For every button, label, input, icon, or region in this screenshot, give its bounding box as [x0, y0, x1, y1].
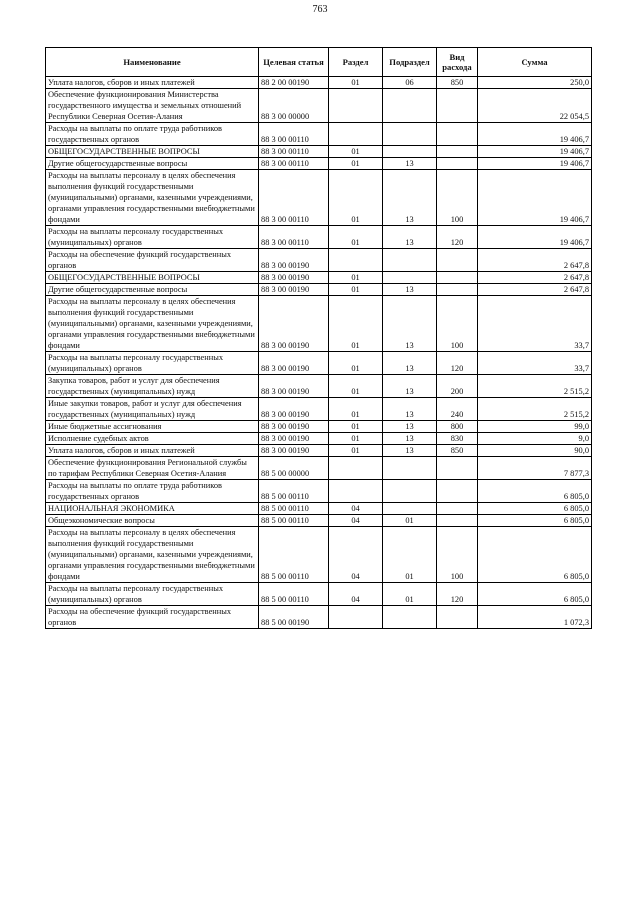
cell-subsection: 01 — [383, 583, 437, 606]
cell-article: 88 5 00 00110 — [259, 503, 329, 515]
cell-name: Уплата налогов, сборов и иных платежей — [46, 445, 259, 457]
cell-section: 01 — [329, 170, 383, 226]
cell-article: 88 5 00 00110 — [259, 583, 329, 606]
cell-subsection — [383, 457, 437, 480]
cell-name: Расходы на выплаты персоналу в целях обеспечения выполнения функций государственными (муниципальными) органами, казенными учреждениями, органами управления государственными внебюджетными фондами — [46, 170, 259, 226]
header-name: Наименование — [46, 48, 259, 77]
cell-name: Закупка товаров, работ и услуг для обеспечения государственных (муниципальных) нужд — [46, 375, 259, 398]
cell-sum: 6 805,0 — [478, 515, 592, 527]
cell-kind: 100 — [437, 527, 478, 583]
cell-sum: 6 805,0 — [478, 527, 592, 583]
cell-subsection: 01 — [383, 515, 437, 527]
cell-sum: 6 805,0 — [478, 480, 592, 503]
header-section: Раздел — [329, 48, 383, 77]
cell-kind: 120 — [437, 352, 478, 375]
cell-section — [329, 89, 383, 123]
cell-section — [329, 480, 383, 503]
cell-subsection: 01 — [383, 527, 437, 583]
cell-article: 88 3 00 00000 — [259, 89, 329, 123]
cell-subsection: 13 — [383, 398, 437, 421]
cell-section — [329, 457, 383, 480]
cell-subsection — [383, 480, 437, 503]
cell-article: 88 3 00 00110 — [259, 226, 329, 249]
table-row — [46, 457, 592, 480]
table-row — [46, 146, 592, 158]
cell-subsection: 13 — [383, 352, 437, 375]
cell-section: 01 — [329, 146, 383, 158]
cell-section: 01 — [329, 352, 383, 375]
cell-sum: 19 406,7 — [478, 158, 592, 170]
cell-section: 01 — [329, 77, 383, 89]
cell-subsection: 13 — [383, 375, 437, 398]
cell-kind: 200 — [437, 375, 478, 398]
cell-sum: 33,7 — [478, 296, 592, 352]
table-row — [46, 480, 592, 503]
cell-name: НАЦИОНАЛЬНАЯ ЭКОНОМИКА — [46, 503, 259, 515]
cell-section: 04 — [329, 583, 383, 606]
cell-sum: 19 406,7 — [478, 226, 592, 249]
cell-section: 01 — [329, 398, 383, 421]
cell-sum: 1 072,3 — [478, 606, 592, 629]
cell-section: 01 — [329, 272, 383, 284]
cell-name: ОБЩЕГОСУДАРСТВЕННЫЕ ВОПРОСЫ — [46, 272, 259, 284]
cell-section: 01 — [329, 284, 383, 296]
table-row — [46, 515, 592, 527]
cell-kind: 850 — [437, 445, 478, 457]
cell-subsection — [383, 123, 437, 146]
cell-sum: 6 805,0 — [478, 503, 592, 515]
cell-kind — [437, 606, 478, 629]
cell-section: 04 — [329, 515, 383, 527]
cell-name: ОБЩЕГОСУДАРСТВЕННЫЕ ВОПРОСЫ — [46, 146, 259, 158]
cell-kind — [437, 249, 478, 272]
cell-sum: 2 647,8 — [478, 284, 592, 296]
cell-subsection: 13 — [383, 226, 437, 249]
cell-sum: 19 406,7 — [478, 146, 592, 158]
cell-kind — [437, 503, 478, 515]
cell-section — [329, 606, 383, 629]
table-row — [46, 77, 592, 89]
table-row — [46, 606, 592, 629]
cell-kind: 240 — [437, 398, 478, 421]
cell-sum: 250,0 — [478, 77, 592, 89]
cell-article: 88 3 00 00190 — [259, 433, 329, 445]
cell-article: 88 3 00 00110 — [259, 170, 329, 226]
cell-section — [329, 249, 383, 272]
table-row — [46, 226, 592, 249]
cell-article: 88 3 00 00190 — [259, 421, 329, 433]
cell-article: 88 5 00 00110 — [259, 515, 329, 527]
cell-name: Другие общегосударственные вопросы — [46, 158, 259, 170]
table-row — [46, 445, 592, 457]
cell-name: Расходы на обеспечение функций государственных органов — [46, 606, 259, 629]
cell-section: 01 — [329, 226, 383, 249]
cell-kind — [437, 480, 478, 503]
table-row — [46, 352, 592, 375]
cell-kind: 850 — [437, 77, 478, 89]
cell-article: 88 5 00 00110 — [259, 527, 329, 583]
cell-subsection — [383, 272, 437, 284]
cell-kind: 100 — [437, 170, 478, 226]
cell-section: 01 — [329, 421, 383, 433]
cell-sum: 2 647,8 — [478, 249, 592, 272]
cell-name: Уплата налогов, сборов и иных платежей — [46, 77, 259, 89]
cell-subsection: 13 — [383, 170, 437, 226]
table-row — [46, 433, 592, 445]
cell-name: Иные бюджетные ассигнования — [46, 421, 259, 433]
cell-kind — [437, 284, 478, 296]
cell-subsection — [383, 146, 437, 158]
table-row — [46, 398, 592, 421]
cell-name: Исполнение судебных актов — [46, 433, 259, 445]
cell-section: 01 — [329, 375, 383, 398]
cell-sum: 2 515,2 — [478, 398, 592, 421]
cell-subsection: 13 — [383, 433, 437, 445]
table-row — [46, 421, 592, 433]
cell-kind — [437, 515, 478, 527]
cell-subsection: 13 — [383, 296, 437, 352]
table-row — [46, 249, 592, 272]
cell-name: Расходы на выплаты персоналу в целях обеспечения выполнения функций государственными (муниципальными) органами, казенными учреждениями, органами управления государственными внебюджетными фондами — [46, 527, 259, 583]
cell-section: 01 — [329, 158, 383, 170]
cell-article: 88 3 00 00190 — [259, 375, 329, 398]
cell-article: 88 3 00 00190 — [259, 284, 329, 296]
cell-kind — [437, 272, 478, 284]
cell-article: 88 5 00 00190 — [259, 606, 329, 629]
table-row — [46, 375, 592, 398]
cell-sum: 9,0 — [478, 433, 592, 445]
cell-article: 88 3 00 00190 — [259, 272, 329, 284]
cell-sum: 2 647,8 — [478, 272, 592, 284]
table-row — [46, 527, 592, 583]
cell-sum: 99,0 — [478, 421, 592, 433]
cell-sum: 7 877,3 — [478, 457, 592, 480]
header-sum: Сумма — [478, 48, 592, 77]
table-row — [46, 296, 592, 352]
table-row — [46, 89, 592, 123]
cell-kind — [437, 89, 478, 123]
cell-article: 88 3 00 00110 — [259, 123, 329, 146]
cell-name: Расходы на выплаты по оплате труда работников государственных органов — [46, 480, 259, 503]
cell-section: 04 — [329, 527, 383, 583]
cell-name: Расходы на выплаты персоналу государственных (муниципальных) органов — [46, 352, 259, 375]
cell-section: 01 — [329, 433, 383, 445]
cell-subsection: 13 — [383, 421, 437, 433]
cell-article: 88 5 00 00110 — [259, 480, 329, 503]
cell-name: Общеэкономические вопросы — [46, 515, 259, 527]
cell-subsection — [383, 249, 437, 272]
header-row — [46, 48, 592, 77]
cell-subsection: 13 — [383, 158, 437, 170]
cell-sum: 19 406,7 — [478, 123, 592, 146]
table-row — [46, 503, 592, 515]
cell-sum: 33,7 — [478, 352, 592, 375]
cell-sum: 19 406,7 — [478, 170, 592, 226]
cell-subsection — [383, 606, 437, 629]
cell-name: Обеспечение функционирования Региональной службы по тарифам Республики Северная Осетия-Алания — [46, 457, 259, 480]
header-kind: Вид расхода — [437, 48, 478, 77]
table-row — [46, 158, 592, 170]
cell-kind: 120 — [437, 583, 478, 606]
cell-sum: 2 515,2 — [478, 375, 592, 398]
cell-section — [329, 123, 383, 146]
table-row — [46, 170, 592, 226]
cell-kind — [437, 123, 478, 146]
cell-article: 88 3 00 00110 — [259, 158, 329, 170]
table-body — [46, 77, 592, 629]
cell-kind: 800 — [437, 421, 478, 433]
cell-name: Другие общегосударственные вопросы — [46, 284, 259, 296]
cell-kind — [437, 146, 478, 158]
header-article: Целевая статья — [259, 48, 329, 77]
cell-article: 88 3 00 00190 — [259, 249, 329, 272]
cell-subsection — [383, 89, 437, 123]
cell-kind: 100 — [437, 296, 478, 352]
cell-name: Расходы на выплаты персоналу в целях обеспечения выполнения функций государственными (муниципальными) органами, казенными учреждениями, органами управления государственными внебюджетными фондами — [46, 296, 259, 352]
page-number: 763 — [312, 4, 328, 15]
table-row — [46, 272, 592, 284]
cell-subsection: 06 — [383, 77, 437, 89]
cell-article: 88 2 00 00190 — [259, 77, 329, 89]
cell-name: Обеспечение функционирования Министерства государственного имущества и земельных отношений Республики Северная Осетия-Алания — [46, 89, 259, 123]
cell-name: Расходы на обеспечение функций государственных органов — [46, 249, 259, 272]
cell-kind — [437, 457, 478, 480]
cell-section: 01 — [329, 445, 383, 457]
header-subsection: Подраздел — [383, 48, 437, 77]
cell-section: 01 — [329, 296, 383, 352]
cell-subsection: 13 — [383, 284, 437, 296]
cell-article: 88 3 00 00190 — [259, 296, 329, 352]
cell-subsection — [383, 503, 437, 515]
cell-article: 88 3 00 00190 — [259, 445, 329, 457]
cell-kind — [437, 158, 478, 170]
cell-name: Расходы на выплаты персоналу государственных (муниципальных) органов — [46, 583, 259, 606]
cell-article: 88 3 00 00190 — [259, 398, 329, 421]
cell-article: 88 3 00 00110 — [259, 146, 329, 158]
cell-sum: 22 054,5 — [478, 89, 592, 123]
table-row — [46, 123, 592, 146]
cell-subsection: 13 — [383, 445, 437, 457]
cell-section: 04 — [329, 503, 383, 515]
cell-name: Расходы на выплаты персоналу государственных (муниципальных) органов — [46, 226, 259, 249]
cell-sum: 6 805,0 — [478, 583, 592, 606]
budget-table — [45, 47, 592, 629]
cell-kind: 830 — [437, 433, 478, 445]
cell-kind: 120 — [437, 226, 478, 249]
cell-name: Расходы на выплаты по оплате труда работников государственных органов — [46, 123, 259, 146]
cell-article: 88 5 00 00000 — [259, 457, 329, 480]
table-header — [46, 48, 592, 77]
table-row — [46, 284, 592, 296]
table-row — [46, 583, 592, 606]
cell-article: 88 3 00 00190 — [259, 352, 329, 375]
cell-name: Иные закупки товаров, работ и услуг для обеспечения государственных (муниципальных) нужд — [46, 398, 259, 421]
cell-sum: 90,0 — [478, 445, 592, 457]
